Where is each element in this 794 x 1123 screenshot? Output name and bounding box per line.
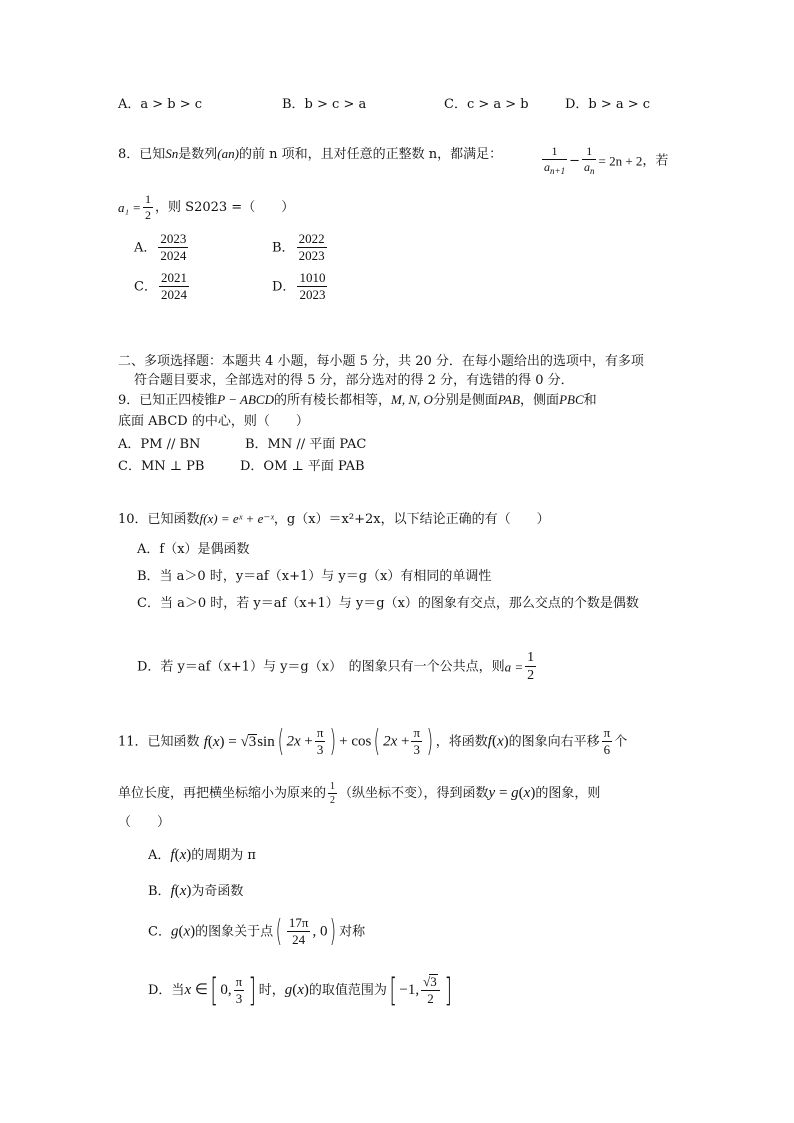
- q11-option-c: C．g(x)的图象关于点( $\frac{17\pi}{24}$ , 0) 对称: [148, 913, 366, 949]
- q10-option-c: C．当 a＞0 时，若 y＝af（x+1）与 y＝g（x）的图象有交点，那么交点的个数是偶数: [137, 596, 639, 611]
- q8-option-c: C． $\frac{2021}{2024}$: [134, 270, 187, 303]
- q9-stem-line1: 9．已知正四棱锥P − ABCD的所有棱长都相等，M, N, O分别是侧面PAB，侧面PBC和: [118, 392, 597, 408]
- q9-stem-line2: 底面 ABCD 的中心，则（ ）: [118, 414, 309, 429]
- q10-option-b: B．当 a＞0 时，y＝af（x+1）与 y＝g（x）有相同的单调性: [137, 569, 492, 584]
- q9-option-b: B．MN // 平面 PAC: [245, 437, 367, 452]
- q9-option-c: C．MN ⊥ PB: [118, 459, 205, 474]
- q9-option-d: D．OM ⊥ 平面 PAB: [240, 459, 365, 474]
- q11-stem-line2: 单位长度，再把横坐标缩小为原来的 $\frac{1}{2}$ （纵坐标不变），得到函数y = g(x)的图象，则: [118, 781, 601, 806]
- q10-option-d: D．若 y＝af（x+1）与 y＝g（x） 的图象只有一个公共点，则a = $\frac{1}{2}$: [137, 650, 535, 684]
- q11-option-b: B．f(x)为奇函数: [148, 883, 244, 899]
- q8-option-b: B． $\frac{2022}{2023}$: [272, 231, 325, 264]
- section2-line1: 二、多项选择题：本题共 4 小题，每小题 5 分，共 20 分．在每小题给出的选项中，有多项: [118, 354, 644, 369]
- q8-stem-line2: a₁ = $\frac{1}{2}$ ，则 S2023 =（ ）: [118, 192, 295, 223]
- q8-option-d: D． $\frac{1010}{2023}$: [272, 270, 326, 303]
- q9-option-a: A．PM // BN: [118, 437, 201, 452]
- q7-option-d: D．b > a > c: [565, 97, 651, 112]
- section2-line2: 符合题目要求，全部选对的得 5 分，部分选对的得 2 分，有选错的得 0 分．: [134, 373, 574, 388]
- q11-stem-line3: （ ）: [118, 815, 171, 830]
- q7-option-b: B．b > c > a: [282, 97, 367, 112]
- q11-function-f: f(x) = √3sin: [203, 733, 275, 750]
- q11-option-d: D．当x ∈[ 0, $\frac{\pi}{3}$ ] 时，g(x)的取值范围为[ −1, $\frac{√3}{2}$ ]: [148, 971, 452, 1010]
- q7-option-a: A．a > b > c: [118, 97, 203, 112]
- q11-option-a: A．f(x)的周期为 π: [148, 847, 256, 863]
- q10-option-a: A．f（x）是偶函数: [137, 542, 250, 557]
- q10-stem: 10．已知函数f(x) = eˣ + e⁻ˣ，g（x）＝x²+2x，以下结论正确的有（ ）: [118, 511, 550, 527]
- q8-option-a: A． $\frac{2023}{2024}$: [134, 231, 187, 264]
- q7-option-c: C．c > a > b: [444, 97, 529, 112]
- q8-stem-line1: 8．已知Sn是数列(an)的前 n 项和，且对任意的正整数 n，都满足：: [118, 146, 503, 162]
- q8-relation: $\frac{1}{a_{n+1}}$ − $\frac{1}{a_n}$ = 2n + 2，若: [544, 144, 669, 177]
- q11-stem-line1: 11．已知函数 f(x) = √3sin( 2x + $\frac{\pi}{3}$ ) + cos( 2x + $\frac{\pi}{3}$ ) ，将函数f(x)的图象向右平移 $\frac{\pi}{6}$ 个: [118, 723, 628, 759]
